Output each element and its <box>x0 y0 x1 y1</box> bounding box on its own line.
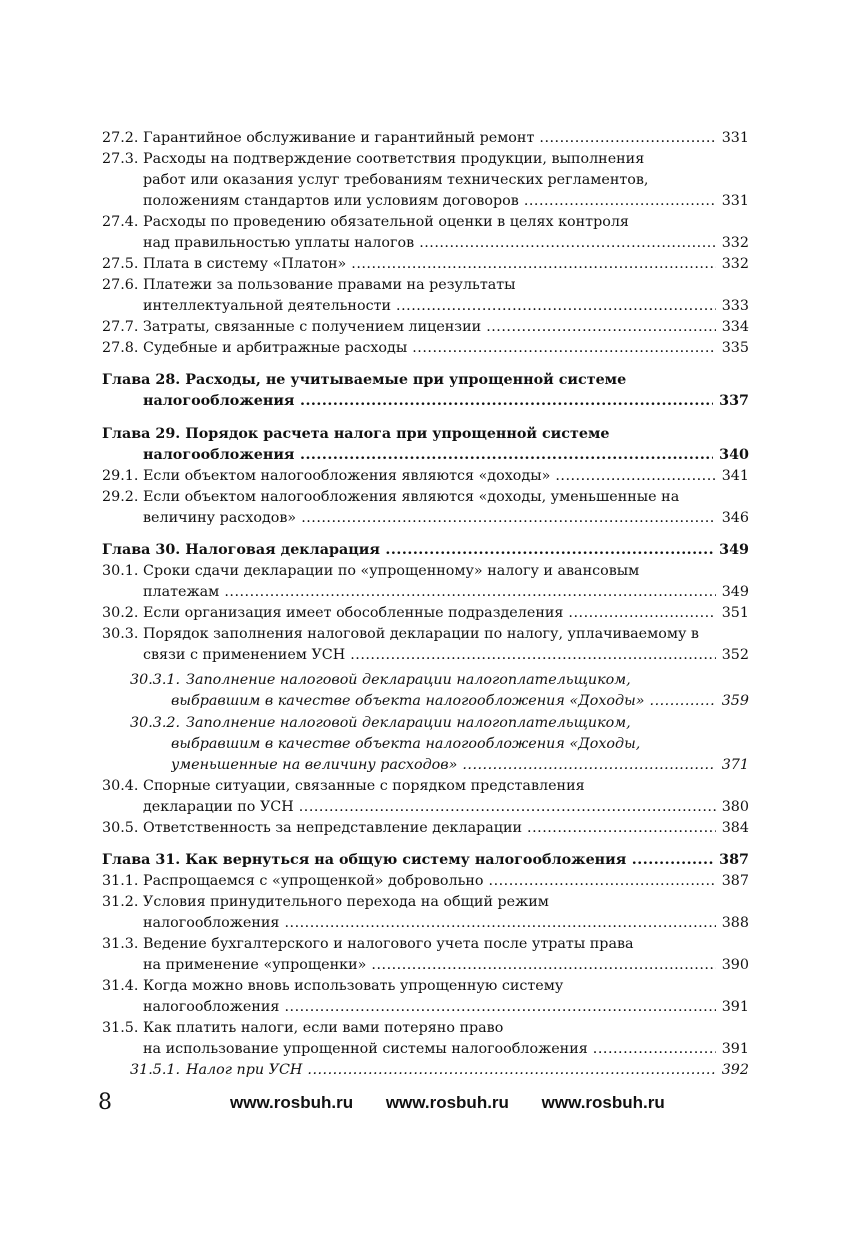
toc-line <box>102 317 749 337</box>
toc-title: налогообложения ..... <box>143 915 749 931</box>
toc-line <box>102 212 749 232</box>
toc-title: Сроки сдачи декларации по «упрощенному» налогу и авансовым <box>143 563 640 579</box>
footer-url: www.rosbuh.ru <box>385 1093 509 1112</box>
toc-title: Судебные и арбитражные расходы ..... <box>143 340 749 356</box>
toc-page-number: 332 <box>716 233 749 253</box>
toc-line <box>143 445 749 465</box>
toc-page-number: 387 <box>716 871 749 891</box>
toc-title: налогообложения ..... <box>143 999 749 1015</box>
toc-title: Глава 28. Расходы, не учитываемые при упрощенной системе <box>102 372 627 388</box>
toc-line <box>102 850 749 870</box>
toc-title: платежам ..... <box>143 584 749 600</box>
toc-line <box>143 170 749 190</box>
toc-title: Если объектом налогообложения являются «доходы» ..... <box>143 468 749 484</box>
toc-title: Если объектом налогообложения являются «доходы, уменьшенные на <box>143 489 680 505</box>
toc-title: уменьшенные на величину расходов» ..... <box>171 757 749 773</box>
toc-title: Платежи за пользование правами на результаты <box>143 277 516 293</box>
toc-line <box>102 338 749 358</box>
toc-number: 27.5. <box>102 256 139 272</box>
toc-line <box>171 734 734 754</box>
toc-line <box>143 391 749 411</box>
toc-line <box>143 1039 749 1059</box>
footer-url: www.rosbuh.ru <box>541 1093 665 1112</box>
toc-page-number: 337 <box>713 391 749 411</box>
toc-line <box>102 254 749 274</box>
toc-number: 30.3.2. <box>130 715 181 731</box>
toc-page-number: 349 <box>716 582 749 602</box>
toc-number: 31.5. <box>102 1020 139 1036</box>
toc-page-number: 349 <box>713 540 749 560</box>
toc-line <box>102 1018 749 1038</box>
toc-title: Затраты, связанные с получением лицензии ..... <box>143 319 749 335</box>
toc-title: выбравшим в качестве объекта налогообложения «Доходы» ..... <box>171 693 749 709</box>
toc-line <box>171 755 749 775</box>
toc-title: Расходы на подтверждение соответствия продукции, выполнения <box>143 151 645 167</box>
toc-page-number: 388 <box>716 913 749 933</box>
toc-line <box>143 645 749 665</box>
toc-page-number: 346 <box>716 508 749 528</box>
toc-title: интеллектуальной деятельности ..... <box>143 298 749 314</box>
toc-line <box>102 561 749 581</box>
toc-title: Как платить налоги, если вами потеряно право <box>143 1020 504 1036</box>
toc-number: 31.1. <box>102 873 139 889</box>
toc-line <box>102 603 749 623</box>
toc-title: Если организация имеет обособленные подразделения ..... <box>143 605 749 621</box>
footer-url: www.rosbuh.ru <box>230 1093 354 1112</box>
toc-page-number: 359 <box>716 691 749 711</box>
toc-title: работ или оказания услуг требованиям технических регламентов, <box>143 172 649 188</box>
toc-number: 30.2. <box>102 605 139 621</box>
toc-number: 30.1. <box>102 563 139 579</box>
toc-title: Заполнение налоговой декларации налогоплательщиком, <box>186 672 631 688</box>
toc-title: Глава 30. Налоговая декларация ..... <box>102 542 749 558</box>
toc-line <box>102 776 749 796</box>
toc-number: 30.4. <box>102 778 139 794</box>
toc-number: 31.3. <box>102 936 139 952</box>
toc-title: Гарантийное обслуживание и гарантийный ремонт ..... <box>143 130 749 146</box>
footer-urls <box>230 1093 693 1113</box>
toc-page-number: 387 <box>713 850 749 870</box>
toc-line <box>102 871 749 891</box>
toc-page-number: 380 <box>716 797 749 817</box>
toc-page-number: 341 <box>716 466 749 486</box>
toc-title: величину расходов» ..... <box>143 510 749 526</box>
toc-line <box>102 370 749 390</box>
toc-page-number: 371 <box>716 755 749 775</box>
toc-line <box>102 818 749 838</box>
toc-page-number: 333 <box>716 296 749 316</box>
toc-line <box>143 797 749 817</box>
toc-title: налогообложения ..... <box>143 393 749 409</box>
toc-line <box>102 466 749 486</box>
toc-title: связи с применением УСН ..... <box>143 647 749 663</box>
toc-number: 30.3.1. <box>130 672 181 688</box>
toc-number: 27.8. <box>102 340 139 356</box>
toc-page-number: 392 <box>716 1060 749 1080</box>
toc-page-number: 331 <box>716 128 749 148</box>
toc-title: декларации по УСН ..... <box>143 799 749 815</box>
toc-page-number: 335 <box>716 338 749 358</box>
toc-number: 29.2. <box>102 489 139 505</box>
toc-page-number: 390 <box>716 955 749 975</box>
toc-title: на использование упрощенной системы налогообложения ..... <box>143 1041 749 1057</box>
toc-line <box>130 713 734 733</box>
toc-title: Налог при УСН ..... <box>186 1062 749 1078</box>
toc-line <box>143 913 749 933</box>
toc-page-number: 352 <box>716 645 749 665</box>
toc-line <box>143 997 749 1017</box>
toc-line <box>143 296 749 316</box>
toc-number: 31.2. <box>102 894 139 910</box>
toc-page-number: 384 <box>716 818 749 838</box>
toc-line <box>143 233 749 253</box>
toc-line <box>102 149 749 169</box>
toc-page-number: 391 <box>716 997 749 1017</box>
toc-number: 27.3. <box>102 151 139 167</box>
toc-line <box>102 128 749 148</box>
toc-line <box>102 487 749 507</box>
toc-title: Плата в систему «Платон» ..... <box>143 256 749 272</box>
toc-page-number: 331 <box>716 191 749 211</box>
toc-page-number: 391 <box>716 1039 749 1059</box>
toc-title: на применение «упрощенки» ..... <box>143 957 749 973</box>
toc-title: Глава 31. Как вернуться на общую систему налогообложения ..... <box>102 852 749 868</box>
toc-line <box>143 508 749 528</box>
toc-line <box>102 424 749 444</box>
toc-line <box>143 191 749 211</box>
toc-page-number: 332 <box>716 254 749 274</box>
toc-number: 27.7. <box>102 319 139 335</box>
toc-title: Расходы по проведению обязательной оценки в целях контроля <box>143 214 629 230</box>
toc-title: выбравшим в качестве объекта налогообложения «Доходы, <box>171 736 641 752</box>
toc-number: 27.6. <box>102 277 139 293</box>
toc-number: 27.2. <box>102 130 139 146</box>
toc-title: Спорные ситуации, связанные с порядком представления <box>143 778 585 794</box>
toc-title: Глава 29. Порядок расчета налога при упрощенной системе <box>102 426 610 442</box>
toc-number: 29.1. <box>102 468 139 484</box>
toc-number: 31.5.1. <box>130 1062 181 1078</box>
toc-line <box>102 934 749 954</box>
toc-number: 30.3. <box>102 626 139 642</box>
toc-title: Ответственность за непредставление декларации ..... <box>143 820 749 836</box>
toc-number: 27.4. <box>102 214 139 230</box>
toc-line <box>143 955 749 975</box>
toc-line <box>102 540 749 560</box>
toc-page-number: 351 <box>716 603 749 623</box>
toc-title: над правильностью уплаты налогов ..... <box>143 235 749 251</box>
toc-line <box>130 670 734 690</box>
toc-title: Когда можно вновь использовать упрощенную систему <box>143 978 564 994</box>
toc-title: Порядок заполнения налоговой декларации по налогу, уплачиваемому в <box>143 626 699 642</box>
toc-page-number: 340 <box>713 445 749 465</box>
toc-page-number: 334 <box>716 317 749 337</box>
toc-line <box>102 624 749 644</box>
toc-title: положениям стандартов или условиям договоров ..... <box>143 193 749 209</box>
toc-line <box>102 976 749 996</box>
toc-title: налогообложения ..... <box>143 447 749 463</box>
page-number: 8 <box>98 1090 112 1115</box>
toc-number: 31.4. <box>102 978 139 994</box>
toc-title: Ведение бухгалтерского и налогового учета после утраты права <box>143 936 634 952</box>
toc-line <box>102 892 749 912</box>
toc-line <box>143 582 749 602</box>
toc-title: Заполнение налоговой декларации налогоплательщиком, <box>186 715 631 731</box>
toc-line <box>130 1060 749 1080</box>
toc-title: Распрощаемся с «упрощенкой» добровольно ..... <box>143 873 749 889</box>
toc-number: 30.5. <box>102 820 139 836</box>
toc-title: Условия принудительного перехода на общий режим <box>143 894 549 910</box>
toc-line <box>102 275 749 295</box>
toc-line <box>171 691 749 711</box>
